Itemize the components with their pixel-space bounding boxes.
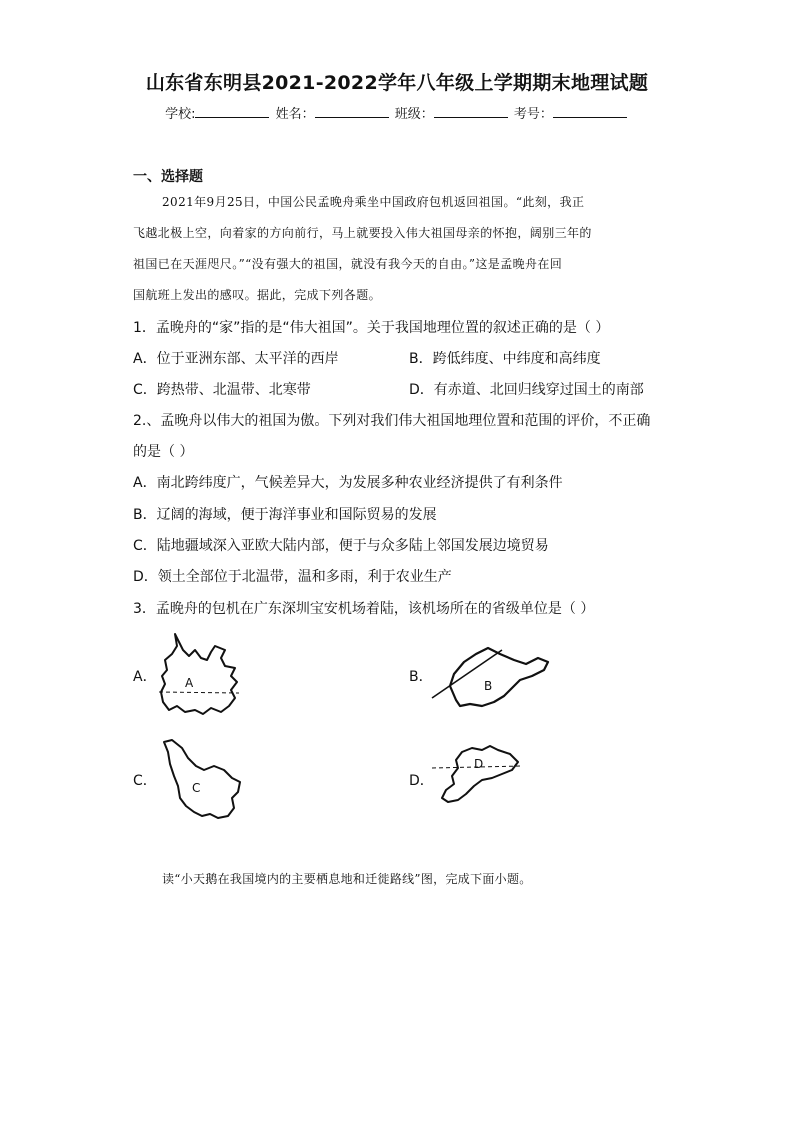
question-1-option-d: D．有赤道、北回归线穿过国土的南部 [409,382,644,398]
question-2-option-a: A．南北跨纬度广，气候差异大，为发展多种农业经济提供了有利条件 [133,475,563,491]
name-blank [315,105,389,118]
province-map-b [430,640,552,710]
province-map-c [158,736,248,822]
question-3-label-d: D． [409,773,434,789]
question-1-option-b: B．跨低纬度、中纬度和高纬度 [409,351,601,367]
exam-number-label: 考号： [513,107,553,122]
section-heading: 一、选择题 [133,169,203,185]
question-3-stem: 3．孟晚舟的包机在广东深圳宝安机场着陆，该机场所在的省级单位是（ ） [133,601,595,617]
class-label: 班级： [394,107,434,122]
class-blank [434,105,508,118]
next-passage-intro: 读“小天鹅在我国境内的主要栖息地和迁徙路线”图，完成下面小题。 [162,872,532,886]
question-2-option-d: D．领土全部位于北温带，温和多雨，利于农业生产 [133,569,452,585]
school-label: 学校: [165,107,196,122]
exam-number-blank [553,105,627,118]
question-3-label-c: C． [133,773,157,789]
map-c-letter: C [192,781,201,795]
page-title: 山东省东明县2021-2022学年八年级上学期期末地理试题 [145,72,649,94]
question-1-option-a: A．位于亚洲东部、太平洋的西岸 [133,351,339,367]
question-1-option-c: C．跨热带、北温带、北寒带 [133,382,311,398]
school-blank [195,105,269,118]
passage-line-2: 飞越北极上空，向着家的方向前行，马上就要投入伟大祖国母亲的怀抱，阔别三年的 [133,226,592,240]
question-3-label-a: A． [133,669,157,685]
passage-line-4: 国航班上发出的感叹。据此，完成下列各题。 [133,288,382,302]
question-2-stem-line-1: 2.、孟晚舟以伟大的祖国为傲。下列对我们伟大祖国地理位置和范围的评价，不正确 [133,413,651,429]
map-a-letter: A [185,676,194,690]
province-map-d [432,744,532,814]
passage-line-1: 2021年9月25日，中国公民孟晚舟乘坐中国政府包机返回祖国。“此刻，我正 [162,195,585,209]
student-info-line [0,103,794,122]
map-d-letter: D [474,757,484,771]
question-2-stem-line-2: 的是（ ） [133,444,194,460]
map-b-letter: B [484,679,493,693]
name-label: 姓名： [275,107,315,122]
question-1-stem: 1．孟晚舟的“家”指的是“伟大祖国”。关于我国地理位置的叙述正确的是（ ） [133,320,610,336]
question-2-option-b: B．辽阔的海域，便于海洋事业和国际贸易的发展 [133,507,437,523]
passage-line-3: 祖国已在天涯咫尺。”“没有强大的祖国，就没有我今天的自由。”这是孟晚舟在回 [133,257,563,271]
question-2-option-c: C．陆地疆域深入亚欧大陆内部，便于与众多陆上邻国发展边境贸易 [133,538,549,554]
question-3-label-b: B． [409,669,433,685]
province-map-a [155,632,265,718]
